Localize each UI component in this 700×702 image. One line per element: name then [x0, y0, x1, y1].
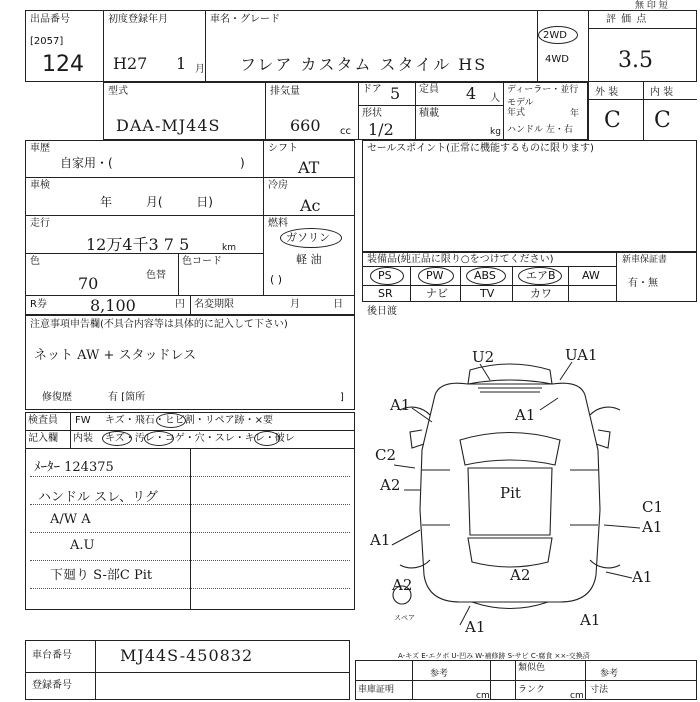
fuel-alt: 軽 油: [296, 253, 322, 266]
reg-value: H27: [113, 54, 148, 73]
circle-flying-stone: [156, 413, 186, 428]
equipment-label: 装備品(純正品に限り○をつけてください): [367, 254, 554, 265]
equip-leather: カワ: [530, 287, 552, 300]
color-change-label: 色替: [146, 270, 166, 281]
equip-aw: AW: [582, 269, 600, 282]
equip-ps: PS: [378, 269, 392, 282]
damage-marks: [369, 346, 663, 636]
reg-month-unit: 月: [195, 64, 205, 75]
reg-month: 1: [176, 54, 187, 73]
handle-label: ハンドル 左・右: [507, 125, 573, 135]
interior-grade: C: [654, 108, 671, 133]
lot-label: 出品番号: [30, 14, 70, 25]
footer-similar: 類似色: [518, 663, 546, 673]
usage-value: 自家用・(: [60, 156, 113, 170]
equip-pw: PW: [426, 269, 444, 282]
fw-line: キズ・飛石・ヒビ割・リペア跡・×要: [105, 415, 273, 426]
after-label: 後日渡: [367, 306, 397, 317]
warranty-value: 有・無: [628, 278, 658, 289]
color-label: 色: [30, 256, 40, 267]
chassis-label: 車台番号: [32, 650, 72, 661]
in-line: キズ・汚レ・コゲ・穴・スレ・キレ・破レ: [105, 433, 295, 444]
mileage-unit: km: [222, 243, 236, 253]
mark-a1-left-mid: A1: [370, 531, 391, 549]
dealer-label: ディーラー・並行: [507, 85, 579, 95]
in-label: 内装: [73, 433, 93, 444]
mark-pit: Pit: [500, 484, 521, 502]
repair-close: ]: [340, 392, 344, 403]
reg-number-label: 登録番号: [32, 680, 72, 691]
circle-airbag: [518, 267, 562, 285]
circle-abs: [466, 267, 506, 285]
notes-handwriting: ネット AW + スタッドレス: [34, 348, 197, 363]
repair-label: 修復歴: [42, 392, 72, 403]
recycle-unit: 円: [175, 299, 185, 310]
displacement-unit: cc: [340, 126, 351, 137]
ac-label: 冷房: [268, 180, 288, 191]
mark-a1-right-mid: A1: [642, 518, 663, 536]
color-code-label: 色コード: [182, 256, 222, 267]
equipment-row-2: [362, 286, 616, 302]
eval-label: 評 価 点: [606, 14, 648, 25]
circle-dirt: [144, 431, 174, 446]
reg-label: 初度登録年月: [108, 14, 168, 25]
model-label: 型式: [108, 86, 128, 97]
notes-label: 注意事項申告欄(不具合内容等は具体的に記入して下さい): [30, 319, 288, 330]
drive-2wd: 2WD: [543, 30, 567, 41]
sales-block: [362, 140, 697, 252]
loading-unit: kg: [490, 127, 501, 137]
mark-u2: U2: [472, 348, 495, 366]
lot-number: 124: [42, 52, 84, 77]
ac-value: Ac: [300, 196, 321, 215]
equip-airbag: エアB: [526, 269, 556, 282]
circle-scuff: [254, 431, 280, 446]
inspection-value: 年 月( 日): [100, 195, 213, 209]
drive-4wd: 4WD: [545, 54, 569, 65]
chassis-value: MJ44S-450832: [120, 646, 254, 665]
inspection-label: 車検: [30, 180, 50, 191]
equip-tv: TV: [480, 287, 495, 300]
recycle-value: 8,100: [90, 296, 136, 315]
color-value: 70: [78, 274, 99, 293]
name-change-label: 名変期限: [194, 299, 234, 310]
mileage-label: 走行: [30, 218, 50, 229]
fuel-label: 燃料: [268, 218, 288, 229]
footer-cm-2: cm: [570, 691, 584, 701]
capacity-value: 4: [466, 84, 477, 103]
equip-sr: SR: [378, 287, 393, 300]
mark-a1-left-front: A1: [390, 396, 411, 414]
inspector-note-5: 下廻り S-部C Pit: [50, 568, 153, 583]
year-unit: 年: [570, 109, 580, 119]
recycle-label: R券: [30, 299, 47, 310]
doors-label: ドア: [362, 84, 382, 95]
inspector-label-1: 検査員: [28, 415, 58, 426]
usage-label: 車歴: [30, 143, 50, 154]
mark-a1-right-rear: A1: [632, 568, 653, 586]
capacity-label: 定員: [419, 84, 439, 95]
equip-navi: ナビ: [426, 287, 448, 300]
shift-label: シフト: [268, 143, 298, 154]
model-year-label: モデル 年式: [507, 98, 534, 118]
shape-label: 形状: [362, 108, 382, 119]
footer-ref-2: 参考: [600, 669, 619, 679]
displacement-label: 排気量: [270, 86, 300, 97]
diagram-legend: A-キズ E-エクボ U-凹み W-補修跡 S-サビ C-腐食 ××-交換済: [398, 652, 590, 660]
inspector-label-2: 記入欄: [28, 433, 58, 444]
footer-cm-1: cm: [476, 691, 490, 701]
mileage-value: 12万4千3 7 5: [86, 235, 190, 254]
mark-c1: C1: [642, 498, 664, 516]
exterior-grade: C: [604, 108, 621, 133]
shape-value: 1/2: [368, 120, 394, 139]
circle-scratch: [102, 431, 132, 446]
lot-sub: [2057]: [30, 36, 64, 47]
circle-ps: [370, 267, 404, 285]
mark-c2: C2: [375, 446, 397, 464]
usage-close: ): [240, 156, 245, 170]
fuel-value: ガソリン: [286, 231, 330, 244]
exterior-label: 外 装: [595, 87, 619, 98]
warranty-label: 新車保証書: [622, 255, 668, 265]
mark-a1-bottom-right: A1: [580, 611, 601, 629]
mark-a2-left: A2: [380, 476, 401, 494]
equip-abs: ABS: [474, 269, 496, 282]
fuel-circle: [280, 228, 342, 248]
footer-rank: ランク: [518, 685, 545, 695]
eval-score: 3.5: [618, 48, 653, 73]
mark-a1-bottom-left: A1: [465, 618, 486, 636]
mark-ua1: UA1: [565, 346, 598, 364]
drive-2wd-circle: [538, 26, 578, 44]
inspector-note-3: A/W A: [50, 512, 91, 527]
repair-value: 有 [箇所: [108, 392, 146, 403]
mark-a2-spare: A2: [392, 576, 413, 594]
circle-pw: [418, 267, 454, 285]
fw-label: FW: [75, 415, 91, 426]
mark-a2-rear: A2: [510, 566, 531, 584]
car-diagram: [360, 340, 664, 636]
interior-label: 内 装: [650, 87, 674, 98]
mark-a1-right-front: A1: [515, 406, 536, 424]
shift-value: AT: [298, 158, 320, 177]
model-value: DAA-MJ44S: [116, 116, 221, 135]
footer-ref-1: 参考: [430, 669, 449, 679]
inspector-note-1: ﾒｰﾀｰ 124375: [34, 460, 114, 475]
doors-value: 5: [390, 84, 401, 103]
loading-label: 積載: [419, 108, 439, 119]
sales-label: セールスポイント(正常に機能するものに限ります): [367, 143, 594, 154]
name-label: 車名・グレード: [210, 14, 280, 25]
spare-label: スペア: [394, 614, 415, 622]
name-value: フレア カスタム スタイル HS: [240, 55, 488, 74]
inspector-note-2: ハンドル スレ、リグ: [38, 490, 158, 505]
fuel-paren: ( ): [270, 273, 283, 286]
name-change-value: 月 日: [290, 299, 344, 310]
corner-text: 無 印 短: [635, 1, 668, 11]
displacement-value: 660: [290, 116, 321, 135]
capacity-unit: 人: [490, 93, 500, 104]
footer-garage: 車庫証明: [358, 685, 395, 695]
inspector-note-4: A.U: [70, 538, 95, 553]
footer-size: 寸法: [590, 685, 609, 695]
